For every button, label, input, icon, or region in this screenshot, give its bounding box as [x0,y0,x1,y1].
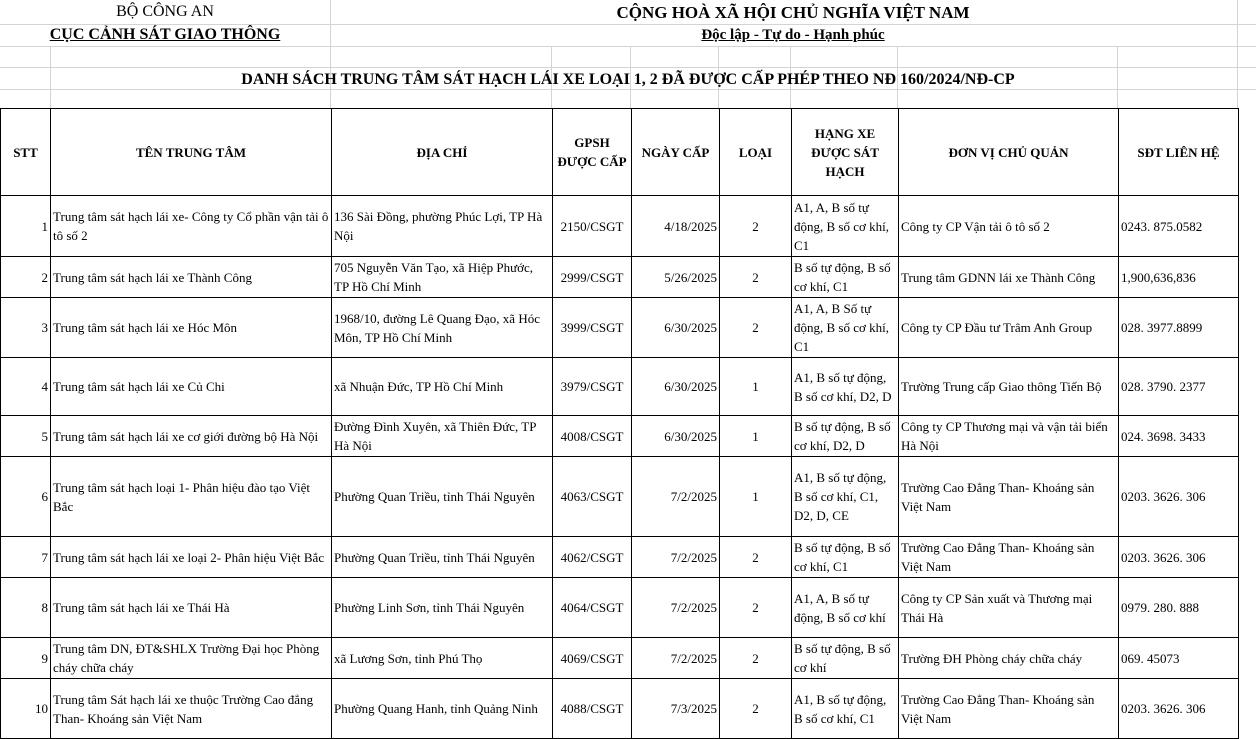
gridline [0,46,1256,47]
cell-type[interactable]: 2 [720,257,792,298]
gridline [0,89,1256,90]
table-row [1,537,1239,578]
cell-name[interactable]: Trung tâm sát hạch lái xe cơ giới đường bộ Hà Nội [51,416,332,457]
centers-table [0,108,1239,739]
cell-name[interactable]: Trung tâm Sát hạch lái xe thuộc Trường Cao đẳng Than- Khoáng sản Việt Nam [51,679,332,739]
table-row [1,196,1239,257]
cell-name[interactable]: Trung tâm sát hạch lái xe- Công ty Cổ phần vận tải ô tô số 2 [51,196,332,257]
column-header-address: ĐỊA CHỈ [332,109,553,196]
table-row [1,578,1239,638]
cell-stt[interactable]: 10 [1,679,51,739]
cell-phone[interactable]: 0243. 875.0582 [1119,196,1239,257]
cell-address[interactable]: 136 Sài Đồng, phường Phúc Lợi, TP Hà Nội [332,196,553,257]
column-header-gpsh: GPSH ĐƯỢC CẤP [553,109,632,196]
cell-gpsh[interactable]: 4069/CSGT [553,638,632,679]
cell-address[interactable]: Đường Đình Xuyên, xã Thiên Đức, TP Hà Nội [332,416,553,457]
cell-type[interactable]: 2 [720,638,792,679]
cell-stt[interactable]: 6 [1,457,51,537]
cell-gpsh[interactable]: 4008/CSGT [553,416,632,457]
cell-stt[interactable]: 7 [1,537,51,578]
ministry-name: BỘ CÔNG AN [116,3,214,20]
cell-type[interactable]: 1 [720,358,792,416]
cell-gpsh[interactable]: 4088/CSGT [553,679,632,739]
table-row [1,638,1239,679]
cell-type[interactable]: 1 [720,457,792,537]
cell-phone[interactable]: 028. 3977.8899 [1119,298,1239,358]
cell-owner[interactable]: Công ty CP Vận tải ô tô số 2 [899,196,1119,257]
cell-date[interactable]: 6/30/2025 [632,358,720,416]
country-name: CỘNG HOÀ XÃ HỘI CHỦ NGHĨA VIỆT NAM [616,3,970,22]
gridline [0,67,1256,68]
cell-address[interactable]: Phường Linh Sơn, tỉnh Thái Nguyên [332,578,553,638]
cell-phone[interactable]: 0203. 3626. 306 [1119,679,1239,739]
cell-name[interactable]: Trung tâm sát hạch lái xe Hóc Môn [51,298,332,358]
cell-classes[interactable]: A1, A, B số tự động, B số cơ khí [792,578,899,638]
cell-owner[interactable]: Trường Trung cấp Giao thông Tiến Bộ [899,358,1119,416]
cell-gpsh[interactable]: 4063/CSGT [553,457,632,537]
cell-classes[interactable]: A1, B số tự động, B số cơ khí, C1, D2, D, CE [792,457,899,537]
cell-stt[interactable]: 4 [1,358,51,416]
column-header-phone: SĐT LIÊN HỆ [1119,109,1239,196]
cell-phone[interactable]: 028. 3790. 2377 [1119,358,1239,416]
cell-owner[interactable]: Trường ĐH Phòng cháy chữa cháy [899,638,1119,679]
table-row [1,457,1239,537]
cell-address[interactable]: xã Lương Sơn, tỉnh Phú Thọ [332,638,553,679]
cell-address[interactable]: Phường Quan Triều, tỉnh Thái Nguyên [332,457,553,537]
cell-owner[interactable]: Công ty CP Thương mại và vận tải biển Hà Nội [899,416,1119,457]
cell-address[interactable]: 705 Nguyễn Văn Tạo, xã Hiệp Phước, TP Hồ Chí Minh [332,257,553,298]
cell-date[interactable]: 6/30/2025 [632,298,720,358]
column-header-classes: HẠNG XE ĐƯỢC SÁT HẠCH [792,109,899,196]
cell-name[interactable]: Trung tâm sát hạch lái xe loại 2- Phân hiệu Việt Bắc [51,537,332,578]
agency-name: CỤC CẢNH SÁT GIAO THÔNG [49,26,281,43]
cell-owner[interactable]: Công ty CP Sản xuất và Thương mại Thái Hà [899,578,1119,638]
gridline [0,24,1256,25]
cell-type[interactable]: 2 [720,578,792,638]
cell-stt[interactable]: 2 [1,257,51,298]
table-row [1,298,1239,358]
cell-date[interactable]: 6/30/2025 [632,416,720,457]
cell-gpsh[interactable]: 2999/CSGT [553,257,632,298]
cell-date[interactable]: 7/3/2025 [632,679,720,739]
table-header-row [1,109,1239,196]
cell-owner[interactable]: Trường Cao Đẳng Than- Khoáng sản Việt Nam [899,537,1119,578]
cell-name[interactable]: Trung tâm sát hạch lái xe Thái Hà [51,578,332,638]
table-row [1,679,1239,739]
cell-address[interactable]: Phường Quang Hanh, tỉnh Quảng Ninh [332,679,553,739]
cell-phone[interactable]: 1,900,636,836 [1119,257,1239,298]
national-motto: Độc lập - Tự do - Hạnh phúc [701,27,885,43]
cell-stt[interactable]: 1 [1,196,51,257]
cell-address[interactable]: Phường Quan Triều, tỉnh Thái Nguyên [332,537,553,578]
cell-owner[interactable]: Trung tâm GDNN lái xe Thành Công [899,257,1119,298]
table-row [1,416,1239,457]
cell-classes[interactable]: A1, B số tự động, B số cơ khí, D2, D [792,358,899,416]
cell-phone[interactable]: 0203. 3626. 306 [1119,537,1239,578]
cell-name[interactable]: Trung tâm sát hạch lái xe Củ Chi [51,358,332,416]
cell-gpsh[interactable]: 3999/CSGT [553,298,632,358]
cell-date[interactable]: 5/26/2025 [632,257,720,298]
column-header-type: LOẠI [720,109,792,196]
cell-phone[interactable]: 0979. 280. 888 [1119,578,1239,638]
table-row [1,358,1239,416]
cell-classes[interactable]: B số tự động, B số cơ khí [792,638,899,679]
cell-phone[interactable]: 024. 3698. 3433 [1119,416,1239,457]
cell-name[interactable]: Trung tâm DN, ĐT&SHLX Trường Đại học Phòng cháy chữa cháy [51,638,332,679]
cell-classes[interactable]: A1, A, B Số tự động, B số cơ khí, C1 [792,298,899,358]
cell-type[interactable]: 2 [720,196,792,257]
column-header-date: NGÀY CẤP [632,109,720,196]
cell-stt[interactable]: 3 [1,298,51,358]
cell-address[interactable]: xã Nhuận Đức, TP Hồ Chí Minh [332,358,553,416]
cell-date[interactable]: 7/2/2025 [632,578,720,638]
cell-gpsh[interactable]: 3979/CSGT [553,358,632,416]
column-header-owner: ĐƠN VỊ CHỦ QUẢN [899,109,1119,196]
cell-type[interactable]: 1 [720,416,792,457]
cell-type[interactable]: 2 [720,679,792,739]
cell-date[interactable]: 7/2/2025 [632,457,720,537]
cell-name[interactable]: Trung tâm sát hạch lái xe Thành Công [51,257,332,298]
cell-owner[interactable]: Trường Cao Đẳng Than- Khoáng sản Việt Nam [899,457,1119,537]
table-row [1,257,1239,298]
cell-classes[interactable]: B số tự động, B số cơ khí, D2, D [792,416,899,457]
cell-gpsh[interactable]: 4062/CSGT [553,537,632,578]
cell-gpsh[interactable]: 4064/CSGT [553,578,632,638]
cell-phone[interactable]: 0203. 3626. 306 [1119,457,1239,537]
cell-address[interactable]: 1968/10, đường Lê Quang Đạo, xã Hóc Môn, TP Hồ Chí Minh [332,298,553,358]
cell-type[interactable]: 2 [720,298,792,358]
cell-type[interactable]: 2 [720,537,792,578]
cell-date[interactable]: 7/2/2025 [632,638,720,679]
cell-gpsh[interactable]: 2150/CSGT [553,196,632,257]
cell-date[interactable]: 7/2/2025 [632,537,720,578]
cell-date[interactable]: 4/18/2025 [632,196,720,257]
column-header-stt: STT [1,109,51,196]
cell-phone[interactable]: 069. 45073 [1119,638,1239,679]
cell-classes[interactable]: A1, A, B số tự động, B số cơ khí, C1 [792,196,899,257]
cell-owner[interactable]: Trường Cao Đẳng Than- Khoáng sản Việt Nam [899,679,1119,739]
cell-classes[interactable]: A1, B số tự động, B số cơ khí, C1 [792,679,899,739]
cell-classes[interactable]: B số tự động, B số cơ khí, C1 [792,257,899,298]
cell-classes[interactable]: B số tự động, B số cơ khí, C1 [792,537,899,578]
column-header-name: TÊN TRUNG TÂM [51,109,332,196]
document-title: DANH SÁCH TRUNG TÂM SÁT HẠCH LÁI XE LOẠI 1, 2 ĐÃ ĐƯỢC CẤP PHÉP THEO NĐ 160/2024/NĐ-CP [241,71,1015,88]
cell-name[interactable]: Trung tâm sát hạch loại 1- Phân hiệu đào tạo Việt Bắc [51,457,332,537]
cell-owner[interactable]: Công ty CP Đầu tư Trâm Anh Group [899,298,1119,358]
cell-stt[interactable]: 5 [1,416,51,457]
cell-stt[interactable]: 9 [1,638,51,679]
cell-stt[interactable]: 8 [1,578,51,638]
